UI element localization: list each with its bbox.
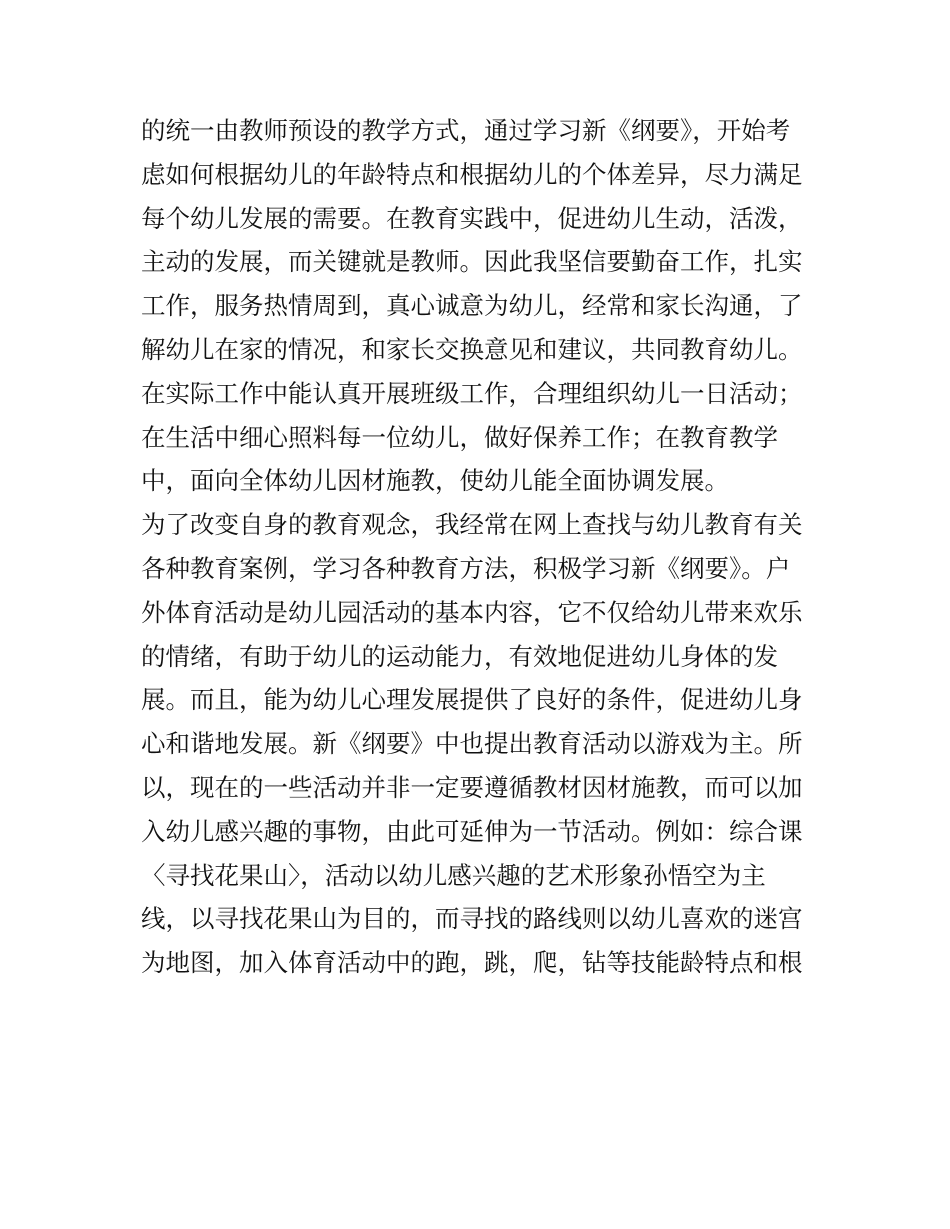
text-line: 工作，服务热情周到，真心诚意为幼儿，经常和家长沟通，了 [141,291,803,321]
text-line: 外体育活动是幼儿园活动的基本内容，它不仅给幼儿带来欢乐 [141,597,803,627]
text-line: 心和谐地发展。新《纲要》中也提出教育活动以游戏为主。所 [141,729,803,759]
text-line: 以，现在的一些活动并非一定要遵循教材因材施教，而可以加 [141,772,803,802]
text-line: 解幼儿在家的情况，和家长交换意见和建议，共同教育幼儿。 [141,334,803,364]
text-line: 在生活中细心照料每一位幼儿，做好保养工作；在教育教学 [141,422,778,452]
text-line: 中，面向全体幼儿因材施教，使幼儿能全面协调发展。 [141,466,729,496]
text-line: 线，以寻找花果山为目的，而寻找的路线则以幼儿喜欢的迷宫 [141,904,803,934]
text-line: 的统一由教师预设的教学方式，通过学习新《纲要》，开始考 [141,116,791,145]
text-line: 展。而且，能为幼儿心理发展提供了良好的条件，促进幼儿身 [141,685,803,715]
text-line: 主动的发展，而关键就是教师。因此我坚信要勤奋工作，扎实 [141,247,803,277]
text-line: 在实际工作中能认真开展班级工作，合理组织幼儿一日活动； [141,378,803,408]
text-line: 〈寻找花果山〉，活动以幼儿感兴趣的艺术形象孙悟空为主 [141,860,766,890]
text-line: 每个幼儿发展的需要。在教育实践中，促进幼儿生动，活泼， [141,203,803,233]
text-line: 各种教育案例，学习各种教育方法，积极学习新《纲要》。户 [141,553,791,583]
text-line: 虑如何根据幼儿的年龄特点和根据幼儿的个体差异，尽力满足 [141,159,803,189]
text-line: 的情绪，有助于幼儿的运动能力，有效地促进幼儿身体的发 [141,641,778,671]
body-text [141,109,821,985]
text-line: 入幼儿感兴趣的事物，由此可延伸为一节活动。例如：综合课 [141,816,803,846]
text-line: 为地图，加入体育活动中的跑，跳，爬，钻等技能龄特点和根 [141,948,803,978]
text-line: 为了改变自身的教育观念，我经常在网上查找与幼儿教育有关 [141,510,803,540]
